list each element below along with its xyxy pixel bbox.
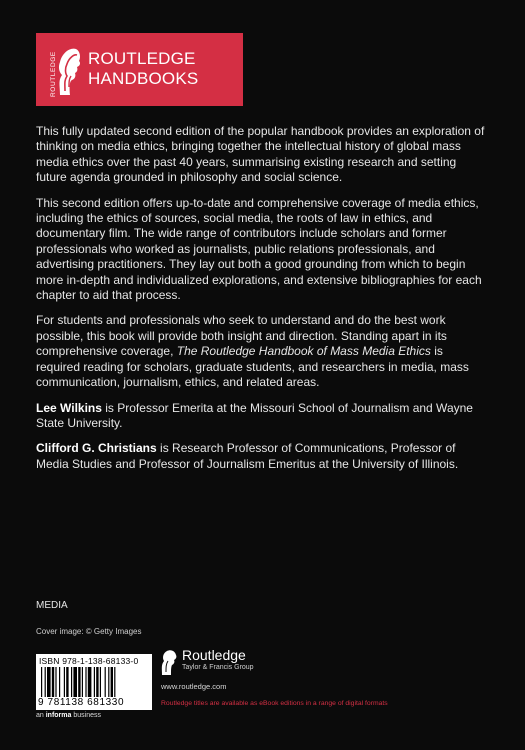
barcode-bar (71, 667, 72, 697)
barcode-bar (47, 667, 51, 697)
barcode-bar (66, 667, 68, 697)
informa-credit (36, 712, 101, 719)
author-bio-text: is Professor Emerita at the Missouri School of Journalism and Wayne State University. (36, 400, 473, 430)
barcode-bar (114, 667, 115, 697)
blurb-p3-start: For students and professionals who seek to understand and do the best work possible, this book will provide both insight and direction. Standing apart in its comprehensive coverage, (36, 313, 447, 359)
barcode-bar (96, 667, 98, 697)
publisher-name: Routledge (182, 647, 246, 663)
barcode-bar (52, 667, 54, 697)
routledge-head-logo-icon (46, 41, 82, 99)
barcode-bar (111, 667, 113, 697)
isbn-barcode (36, 654, 152, 710)
routledge-head-small-icon (160, 648, 178, 676)
series-title-line1: ROUTLEDGE (88, 49, 196, 68)
author-bio-1 (36, 401, 488, 432)
publisher-url: www.routledge.com (161, 682, 227, 691)
publisher-group: Taylor & Francis Group (182, 664, 254, 671)
barcode-bar (41, 667, 42, 697)
barcode-bar (78, 667, 80, 697)
barcode-bar (94, 667, 95, 697)
blurb-paragraph-2: This second edition offers up-to-date and comprehensive coverage of media ethics, including the ethics of sources, social media, the roots of law in ethics, and documentary film. The wide range of contributors include scholars and former professionals who worked as journalists, public relations professionals, and advertising practitioners. They lay out both a good grounding from which to begin more in-depth and individualized explorations, and extensive bibliographies for each chapter to aid that process. (36, 195, 482, 303)
author-name: Lee Wilkins (36, 400, 102, 415)
barcode-icon (39, 667, 149, 697)
barcode-bar (55, 667, 56, 697)
barcode-bar (88, 667, 92, 697)
barcode-bar (45, 667, 46, 697)
series-title (88, 49, 198, 89)
series-banner (36, 33, 243, 106)
blurb-paragraph-1: This fully updated second edition of the popular handbook provides an exploration of thinking on media ethics, bringing together the intellectual history of global mass media ethics over the past 40 years, summarising existing research and setting future agenda grounded in philosophy and social science. (36, 124, 485, 185)
author-name: Clifford G. Christians (36, 441, 157, 456)
barcode-bar (59, 667, 60, 697)
barcode-bar (100, 667, 101, 697)
barcode-bar (105, 667, 106, 697)
isbn-label: ISBN 978-1-138-68133-0 (39, 656, 139, 666)
series-title-line2: HANDBOOKS (88, 69, 199, 88)
author-bio-text: is Research Professor of Communications, Professor of Media Studies and Professor of Journalism Emeritus at the University of Illinois. (36, 441, 459, 471)
blurb-paragraph-3 (36, 313, 488, 390)
barcode-bar (82, 667, 83, 697)
book-title-italic: The Routledge Handbook of Mass Media Ethics (176, 344, 431, 359)
barcode-bar (85, 667, 86, 697)
barcode-digits: 9 781138 681330 (38, 697, 125, 708)
barcode-bar (108, 667, 109, 697)
subject-category: MEDIA (36, 600, 68, 611)
logo-vertical-text: ROUTLEDGE (50, 51, 57, 97)
ebook-note: Routledge titles are available as eBook editions in a range of digital formats (161, 700, 388, 707)
blurb-p3-end: is required reading for scholars, graduate students, and researchers in media, mass communication, journalism, ethics, and related areas. (36, 344, 469, 390)
informa-brand: informa (45, 712, 72, 719)
informa-suffix: business (71, 712, 101, 719)
author-bio-2 (36, 441, 488, 472)
back-cover-blurb (36, 124, 488, 482)
informa-prefix: an (36, 712, 46, 719)
cover-credit: Cover image: © Getty Images (36, 627, 142, 636)
barcode-bar (64, 667, 65, 697)
barcode-bar (73, 667, 77, 697)
